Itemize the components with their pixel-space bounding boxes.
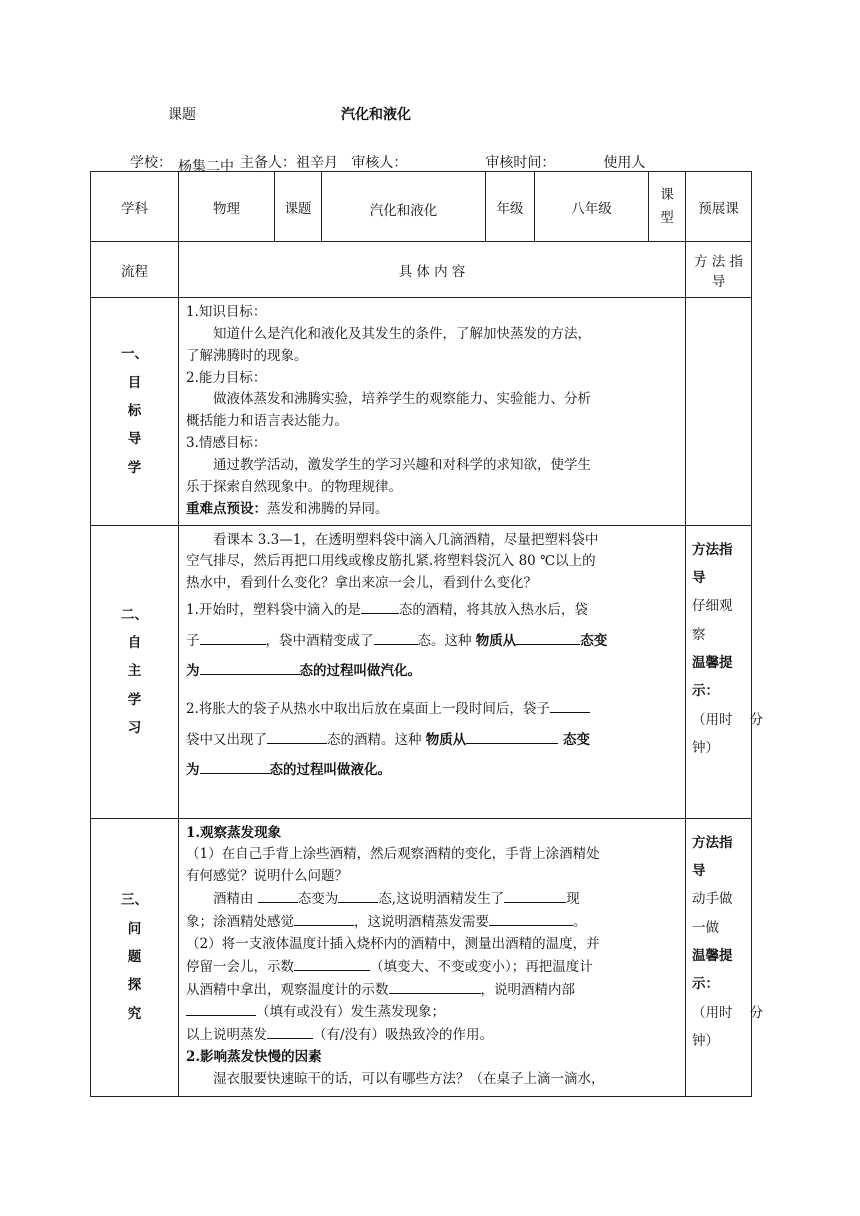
inquiry-line: 有何感觉？说明什么问题？ — [186, 868, 348, 885]
objective-line: 了解沸腾时的现象。 — [186, 347, 308, 364]
type-label-1: 课 — [660, 186, 674, 203]
method-guide-label: 方法指导 — [692, 541, 733, 586]
answer-blank[interactable] — [294, 956, 370, 971]
section-2-char-4: 习 — [127, 720, 142, 737]
content-header: 具 体 内 容 — [179, 242, 686, 298]
key-points-text: 蒸发和沸腾的异同。 — [267, 500, 389, 517]
key-points-line — [186, 499, 679, 521]
inquiry-line: （2）将一支液体温度计插入烧杯内的酒精中，测量出酒精的温度，并 — [186, 935, 600, 952]
inquiry-line: 停留一会儿，示数 （填变大、不变或变小）；再把温度计 — [186, 956, 679, 979]
subsection-heading: 1.观察蒸发现象 — [186, 824, 282, 841]
topic-cell-label: 课题 — [275, 172, 322, 242]
answer-blank[interactable] — [489, 911, 573, 926]
objective-line: 乐于探索自然现象中。的物理规律。 — [186, 478, 402, 495]
section-1-char-3: 导 — [127, 431, 142, 448]
answer-blank[interactable] — [186, 1001, 256, 1016]
key-points-label: 重难点预设： — [186, 500, 267, 517]
section-1-char-1: 目 — [127, 374, 142, 391]
section-3-num: 三、 — [121, 892, 148, 909]
q1-bold: 态变 — [580, 632, 608, 649]
question-1-line — [186, 626, 679, 656]
section-3-content — [179, 818, 686, 1096]
q2-bold: 物质从 — [425, 731, 467, 748]
q2-text: 2.将胀大的袋子从热水中取出后放在桌面上一段时间后，袋子 — [186, 701, 550, 718]
subsection-heading: 2.影响蒸发快慢的因素 — [186, 1049, 322, 1066]
answer-blank[interactable] — [504, 888, 566, 903]
q2-bold: 态的过程叫做液化。 — [269, 762, 391, 779]
answer-blank[interactable] — [200, 660, 300, 675]
preparer-label: 主备人： — [240, 155, 296, 171]
q1-bold: 为 — [186, 662, 200, 679]
q1-text: 子 — [186, 632, 200, 649]
section-2-content — [179, 525, 686, 818]
user-label: 使用人 — [603, 155, 646, 171]
objective-line: 3.情感目标： — [186, 435, 267, 452]
inquiry-line: 湿衣服要快速晾干的话，可以有哪些方法？（在桌子上滴一滴水， — [213, 1071, 605, 1088]
inquiry-line: 以上说明蒸发 （有/没有）吸热致冷的作用。 — [186, 1024, 679, 1047]
user-blank — [645, 156, 687, 172]
question-2-line — [186, 755, 679, 785]
objective-line: 通过教学活动，激发学生的学习兴趣和对科学的求知欲，使学生 — [213, 457, 591, 474]
process-header: 流程 — [91, 242, 179, 298]
question-1-line — [186, 595, 679, 625]
intro-line: 看课本 3.3—1，在透明塑料袋中滴入几滴酒精，尽量把塑料袋中 — [213, 531, 599, 548]
inquiry-line: 象；涂酒精处感觉 ，这说明酒精蒸发需要 。 — [186, 911, 679, 934]
q2-bold: 为 — [186, 762, 200, 779]
section-2-num: 二、 — [121, 606, 148, 623]
topic-label: 课题 — [168, 107, 196, 123]
grade-label: 年级 — [486, 172, 535, 242]
question-1-line — [186, 656, 679, 686]
time-text: （用时 分 — [692, 711, 764, 728]
subject-label: 学科 — [91, 172, 179, 242]
section-3-char-3: 探 — [127, 977, 142, 994]
reviewer-blank — [407, 156, 485, 172]
review-time-blank — [555, 156, 603, 172]
info-row — [91, 172, 752, 242]
method-guide-text: 仔细观察 — [692, 598, 733, 643]
q2-text: 袋中又出现了 — [186, 731, 267, 748]
section-2-guide — [686, 525, 764, 818]
topic-cell-value: 汽化和液化 — [322, 172, 486, 242]
answer-blank[interactable] — [200, 630, 266, 645]
question-2-line — [186, 725, 679, 755]
section-3-char-4: 究 — [127, 1005, 142, 1022]
subject-value: 物理 — [179, 172, 275, 242]
tip-label: 温馨提示： — [692, 947, 733, 993]
answer-blank[interactable] — [267, 1024, 313, 1039]
header-meta-line — [130, 152, 687, 175]
lesson-type-label — [649, 172, 686, 242]
answer-blank[interactable] — [466, 729, 558, 744]
school-label: 学校： — [130, 155, 172, 171]
grade-value: 八年级 — [535, 172, 649, 242]
objective-line: 1.知识目标： — [186, 304, 267, 320]
answer-blank[interactable] — [374, 630, 418, 645]
q1-bold: 物质从 — [475, 632, 517, 649]
lesson-plan-table — [90, 171, 764, 1097]
objective-line: 2.能力目标： — [186, 369, 267, 386]
section-2-char-2: 主 — [127, 663, 142, 680]
head-row — [91, 242, 752, 298]
section-1-guide — [686, 298, 752, 526]
section-3-row — [91, 818, 752, 1096]
inquiry-line: （填有或没有）发生蒸发现象； — [186, 1001, 679, 1024]
section-1-char-2: 标 — [127, 403, 142, 420]
preparer-value: 祖辛月 — [296, 155, 338, 171]
answer-blank[interactable] — [338, 888, 378, 903]
objective-line: 概括能力和语言表达能力。 — [186, 413, 348, 430]
q1-text: 态的酒精，将其放入热水后，袋 — [398, 602, 588, 619]
lesson-type-value: 预展课 — [686, 172, 752, 242]
guide-header: 方 法 指 导 — [686, 242, 752, 298]
section-1-row — [91, 298, 752, 526]
answer-blank[interactable] — [361, 599, 399, 614]
method-guide-label: 方法指导 — [692, 834, 733, 879]
answer-blank[interactable] — [267, 729, 327, 744]
inquiry-line: （1）在自己手背上涂些酒精，然后观察酒精的变化，手背上涂酒精处 — [186, 846, 600, 863]
section-3-char-2: 题 — [127, 948, 142, 965]
q2-text: 态的酒精。这种 — [327, 731, 426, 748]
q1-bold: 态的过程叫做汽化。 — [299, 662, 421, 679]
inquiry-line: 从酒精中拿出，观察温度计的示数 ，说明酒精内部 — [186, 979, 679, 1002]
section-1-char-4: 学 — [127, 459, 142, 476]
topic-title: 汽化和液化 — [341, 107, 411, 123]
method-guide-text: 动手做一做 — [692, 891, 733, 936]
section-2-char-3: 学 — [127, 691, 142, 708]
intro-line: 空气排尽，然后再把口用线或橡皮筋扎紧.将塑料袋沉入 80 ℃以上的 — [186, 553, 596, 570]
inquiry-line: 酒精由 态变为 态,这说明酒精发生了 现 — [186, 888, 679, 911]
objective-line: 知道什么是汽化和液化及其发生的条件，了解加快蒸发的方法， — [213, 325, 591, 342]
q2-bold: 态变 — [558, 731, 590, 748]
section-3-title — [91, 818, 179, 1096]
section-1-content — [179, 298, 686, 526]
answer-blank[interactable] — [258, 888, 298, 903]
question-2-line — [186, 694, 679, 724]
answer-blank[interactable] — [550, 698, 590, 713]
section-2-char-1: 自 — [127, 635, 142, 652]
answer-blank[interactable] — [389, 979, 481, 994]
review-time-label: 审核时间： — [485, 155, 556, 171]
section-3-char-1: 问 — [127, 920, 142, 937]
q1-text: 1.开始时，塑料袋中滴入的是 — [186, 602, 361, 619]
q1-text: 态。这种 — [417, 632, 476, 649]
reviewer-label: 审核人： — [351, 155, 408, 171]
time-text: 钟） — [692, 1033, 719, 1049]
objective-line: 做液体蒸发和沸腾实验，培养学生的观察能力、实验能力、分析 — [213, 391, 591, 408]
intro-line: 热水中，看到什么变化？拿出来凉一会儿，看到什么变化？ — [186, 575, 537, 592]
time-text: （用时 分 — [692, 1004, 764, 1021]
section-1-title — [91, 298, 179, 526]
section-2-row — [91, 525, 752, 818]
section-1-num: 一、 — [121, 346, 148, 363]
type-label-2: 型 — [660, 209, 674, 226]
school-value: 杨集二中 — [172, 156, 240, 172]
section-3-guide — [686, 818, 764, 1096]
answer-blank[interactable] — [294, 911, 354, 926]
q1-text: ，袋中酒精变成了 — [265, 632, 374, 649]
tip-label: 温馨提示： — [692, 654, 733, 700]
section-2-title — [91, 525, 179, 818]
time-text: 钟） — [692, 740, 719, 756]
answer-blank[interactable] — [516, 630, 580, 645]
answer-blank[interactable] — [200, 759, 270, 774]
